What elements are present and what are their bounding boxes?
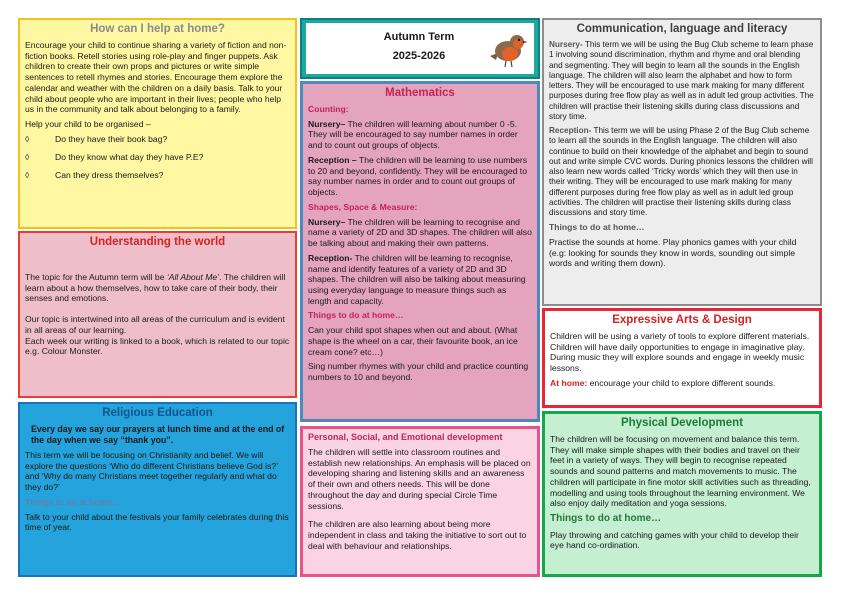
topic-paragraph: The topic for the Autumn term will be ‘All About Me’. The children will learn about a how themselves, how to take care of their body, their senses and emotions.	[25, 272, 286, 304]
pd-todo-title: Things to do at home…	[550, 513, 662, 525]
mathematics-panel	[300, 81, 540, 422]
robin-icon	[484, 26, 530, 72]
help-at-home-title: How can I help at home?	[90, 23, 225, 35]
shapes-heading: Shapes, Space & Measure:	[308, 201, 418, 212]
curriculum-paragraph: Our topic is intertwined into all areas of the curriculum and is evident in all areas of our learning.	[25, 314, 285, 335]
diamond-bullet-icon: ◊	[25, 151, 30, 162]
physical-development-panel	[542, 411, 822, 577]
maths-todo-title: Things to do at home…	[308, 310, 404, 321]
cll-nursery: Nursery- This term we will be using the Bug Club scheme to learn phase 1 involving sound discrimination, rhythm and rhyme and oral blending and segmenting. They will begin to learn all the sounds in the English language. The children will also learn the alphabet and how to form letters. They will be encouraged to use mark making for many different purposes during free flow play as well as in adult led group activities. The children will practise their listening skills during class discussions and story time.	[549, 40, 814, 121]
help-at-home-text: Encourage your child to continue sharing a variety of fiction and non-fiction books. Retell stories using role-play and finger puppets. Ask children to create their own props and pictures or write simple sentences to retell rhymes and stories. Encourage them explore the calendar and weather with the children on a daily basis. Talk to your child about people who are important in their lives; people who help us in the community and talk about belonging to a family.	[25, 40, 287, 115]
expressive-arts-title: Expressive Arts & Design	[612, 314, 752, 326]
cll-todo-title: Things to do at home…	[549, 222, 645, 233]
cll-panel	[542, 18, 822, 306]
diamond-bullet-icon: ◊	[25, 169, 30, 180]
psed-panel	[300, 426, 540, 577]
cll-title: Communication, language and literacy	[576, 23, 788, 35]
maths-reception-shapes: Reception- The children will be learning to recognise, name and identify features of a variety of 2D and 3D shapes. The children will also be talking about measuring using everyday language to measure things such as length and capacity.	[308, 252, 526, 306]
understanding-world-panel	[18, 231, 297, 398]
physical-development-title: Physical Development	[620, 417, 744, 429]
maths-nursery-counting: Nursery– The children will learning about number 0 -5. They will be encouraged to say number names in order and to count out groups of objects.	[308, 118, 518, 151]
maths-todo-shapes: Can your child spot shapes when out and about. (What shape is the wheel on a car, their favourite book, an ice cream cone? etc…)	[308, 325, 518, 357]
re-todo-title: Things to do at home…	[25, 496, 121, 507]
diamond-bullet-icon: ◊	[25, 133, 30, 144]
cll-reception: Reception- This term we will be using Phase 2 of the Bug Club scheme to learn all the sounds in the English language. The children will also continue to build on their knowledge of the alphabet and begin to sound out and write simple CVC words. During phonics lessons the children will also learn new words called ‘Tricky words’ which they will then use in their writing. They will be encouraged to use mark making for many different purposes during free flow play as well as in adult led group activities. The children will practise their listening skills during class discussions and story time.	[549, 126, 813, 217]
term-header-inner	[306, 23, 534, 74]
list-item: ◊ Can they dress themselves?	[25, 169, 164, 180]
arts-paragraph: Children will be using a variety of tools to explore different materials. Children will have daily opportunities to engage in imaginative play. During music they will explore sounds and engage in weekly music lessons.	[550, 331, 810, 374]
psed-paragraph-2: The children are also learning about being more independent in class and taking the initiative to sort out to deal with behaviour and relationships.	[308, 519, 527, 551]
prayer-intro: Every day we say our prayers at lunch time and at the end of the day when we say “thank you”.	[31, 424, 285, 445]
psed-title: Personal, Social, and Emotional development	[308, 432, 503, 442]
counting-heading: Counting:	[308, 104, 349, 114]
expressive-arts-panel	[542, 308, 822, 408]
topic-name: ‘All About Me’	[166, 272, 220, 282]
term-title: Autumn Term 2025-2026	[383, 31, 455, 62]
organised-heading: Help your child to be organised –	[25, 119, 151, 130]
help-at-home-panel	[18, 18, 297, 229]
religious-education-panel	[18, 402, 297, 577]
term-header	[300, 18, 540, 79]
arts-home: At home: encourage your child to explore different sounds.	[550, 377, 776, 388]
maths-nursery-shapes: Nursery– The children will be learning to recognise and name a variety of 2D and 3D shapes. The children will also be talking about and making their own patterns.	[308, 216, 532, 249]
psed-paragraph-1: The children will settle into classroom routines and establish new relationships. An emphasis will be placed on developing sharing and listening skills and an awareness of their own and others needs. This will be done throughout the day and during special Circle Time sessions.	[308, 447, 531, 511]
re-todo-text: Talk to your child about the festivals your family celebrates during this time of year.	[25, 511, 289, 533]
writing-paragraph: Each week our writing is linked to a book, which is related to our topic e.g. Colour Monster.	[25, 335, 290, 357]
cll-todo-text: Practise the sounds at home. Play phonics games with your child (e.g: looking for sounds they know in words, sounding out simple words and writing them down).	[549, 236, 797, 269]
list-item: ◊ Do they have their book bag?	[25, 133, 168, 144]
maths-todo-rhymes: Sing number rhymes with your child and practice counting numbers to 10 and beyond.	[308, 361, 529, 383]
pd-todo-text: Play throwing and catching games with your child to develop their eye hand co-ordination.	[550, 529, 799, 551]
organised-list	[25, 134, 290, 180]
list-item: ◊ Do they know what day they have P.E?	[25, 151, 204, 162]
pd-paragraph: The children will be focusing on movement and balance this term. They will make simple shapes with their bodies and travel on their feet in a variety of ways. They will begin to recognise repeated sounds and sound patterns and match movements to music. The children will participate in fine motor skill activities such as threading, modelling and using tools throughout the learning environment. We also enjoy daily meditation and yoga sessions.	[550, 434, 811, 509]
understanding-world-title: Understanding the world	[89, 236, 226, 248]
christianity-paragraph: This term we will be focusing on Christianity and belief. We will explore the questions ‘Who do different Christians believe God is?’ and ‘Why do many Christians meet together regularly and what do they do?’	[25, 449, 278, 493]
mathematics-title: Mathematics	[385, 87, 455, 99]
religious-education-title: Religious Education	[102, 407, 213, 419]
maths-reception-counting: Reception – The children will be learning to use numbers to 20 and beyond, confidently. They will be encouraged to say number names in order and to count out groups of objects.	[308, 154, 528, 198]
